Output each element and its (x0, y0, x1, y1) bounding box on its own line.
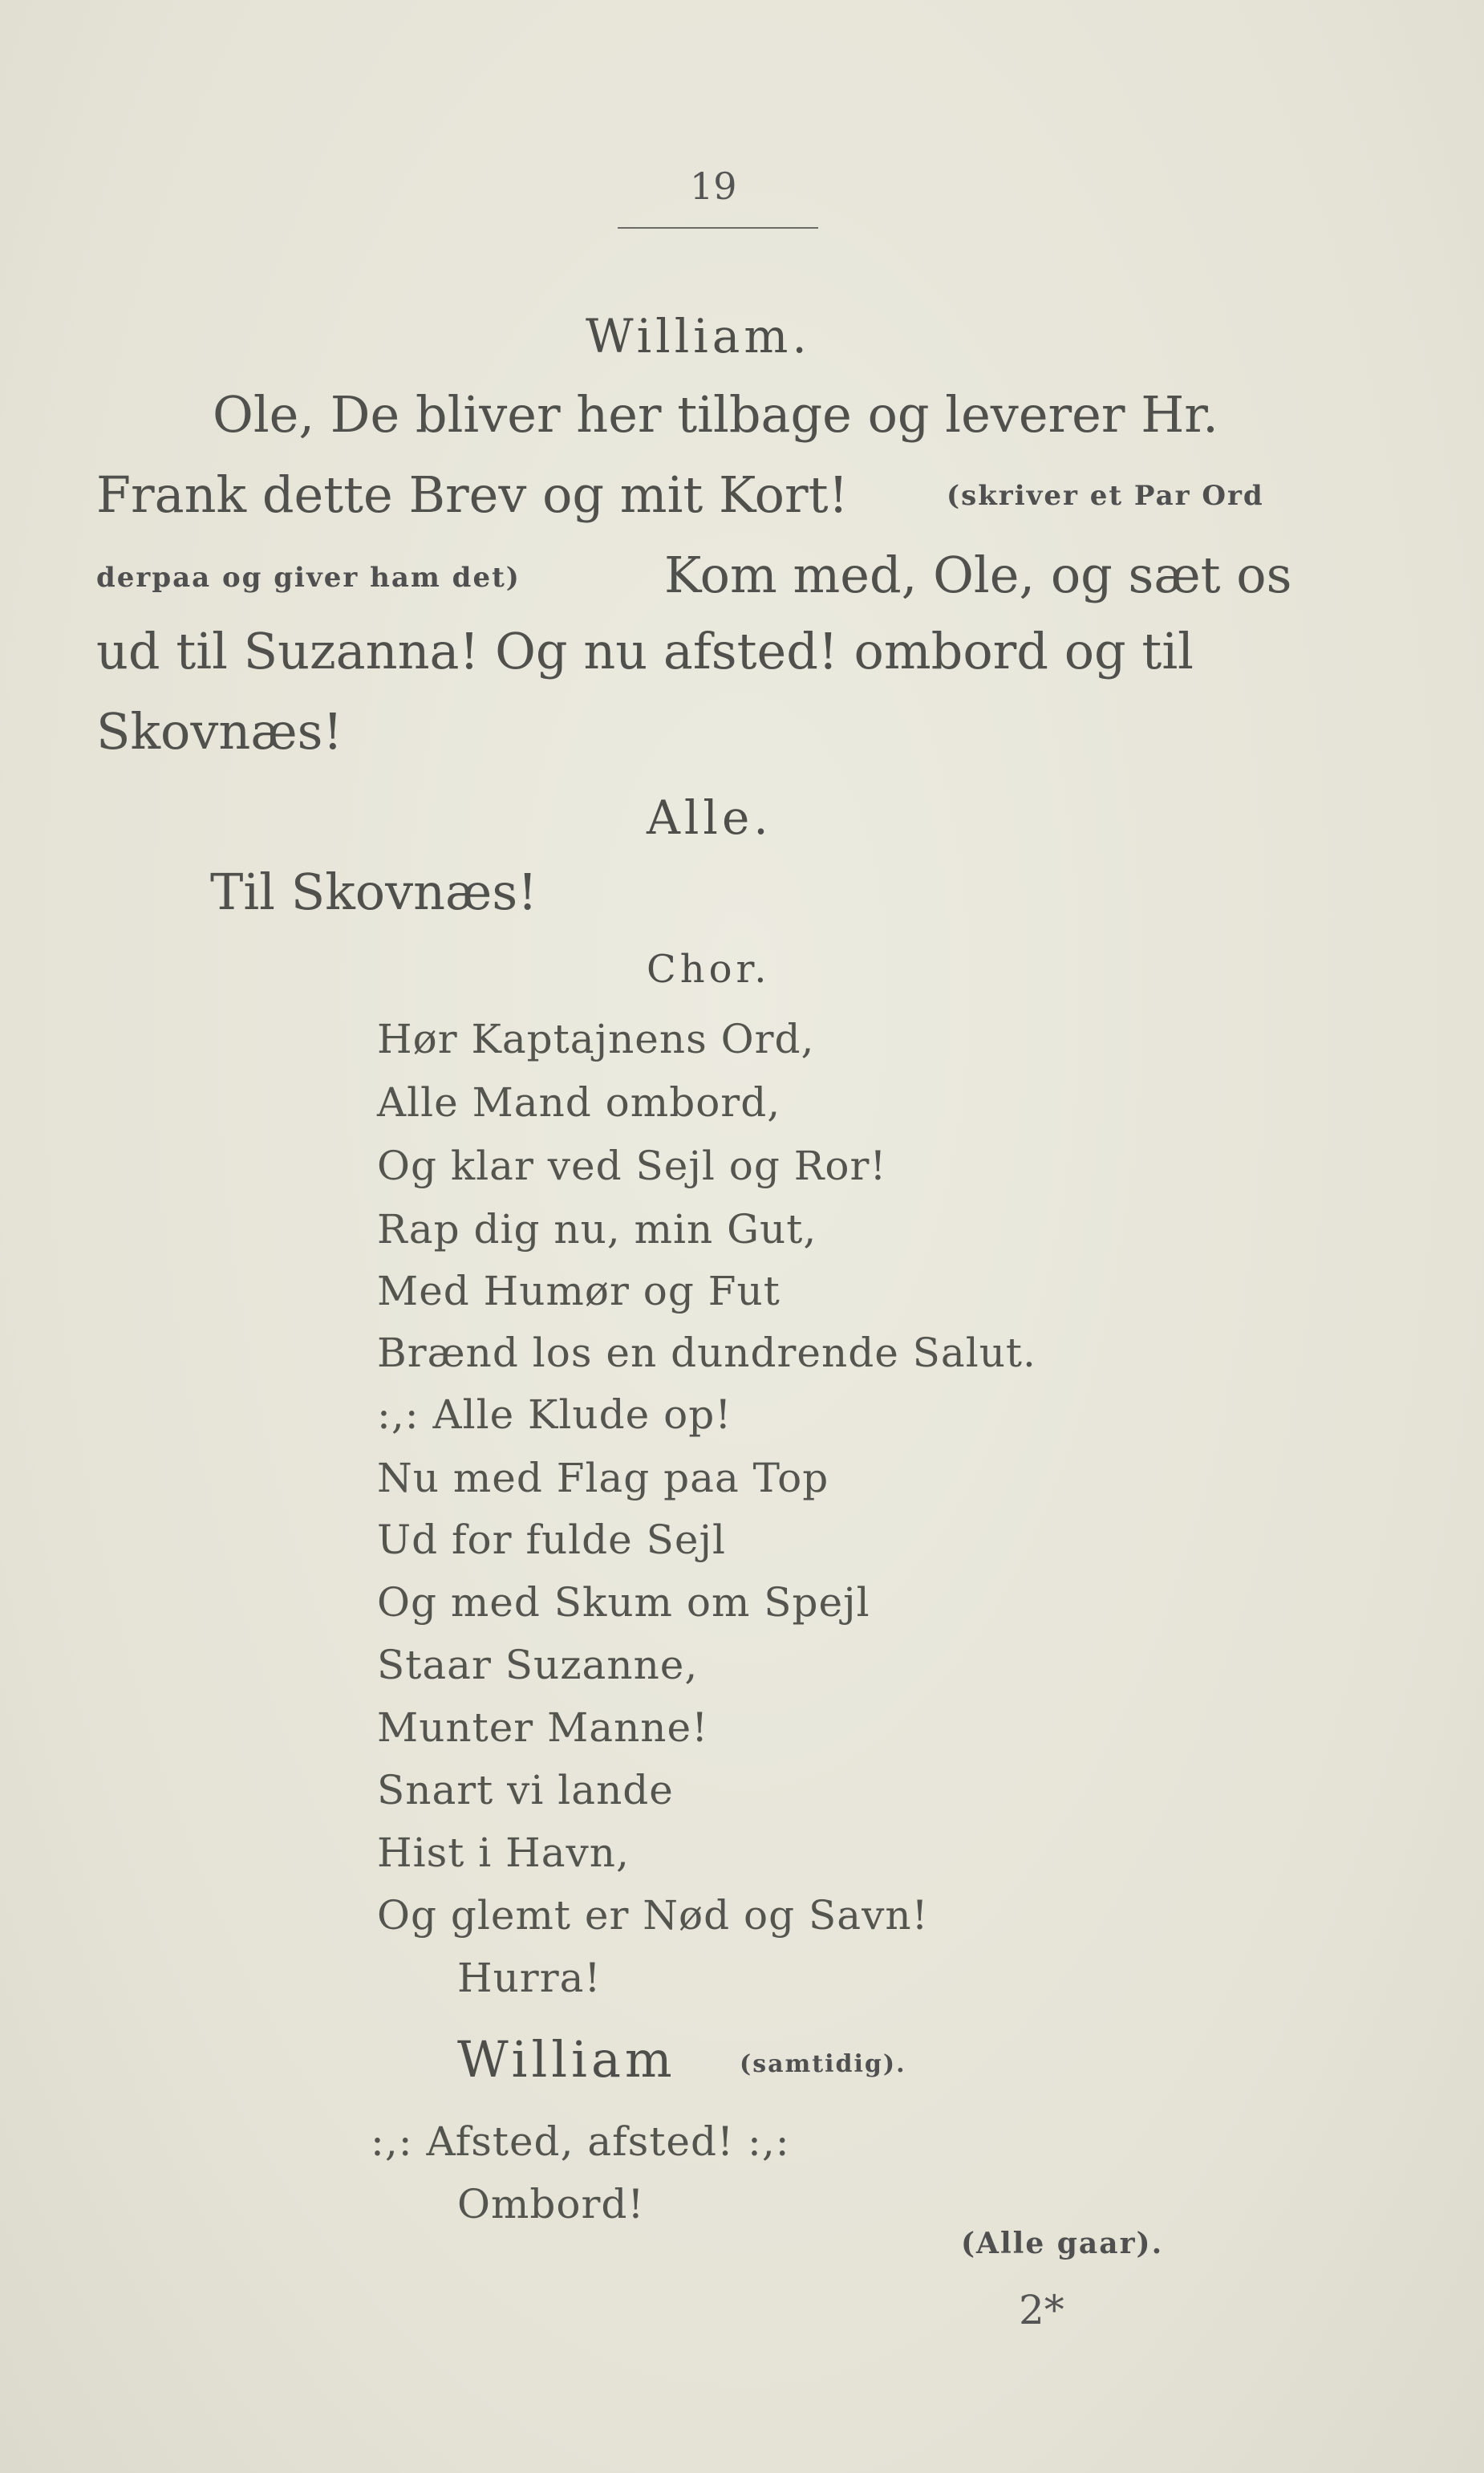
verse-line: Brænd los en dundrende Salut. (377, 1330, 1036, 1376)
prose-line: Skovnæs! (96, 702, 343, 761)
verse-line: Og med Skum om Spejl (377, 1579, 870, 1626)
stage-direction: (skriver et Par Ord (947, 480, 1264, 512)
verse-line: Alle Mand ombord, (377, 1079, 781, 1126)
verse-line: Hist i Havn, (377, 1829, 630, 1876)
speaker-william: William. (586, 309, 811, 363)
verse-line: Med Humør og Fut (377, 1268, 781, 1314)
stage-direction: derpaa og giver ham det) (96, 562, 521, 594)
verse-line: Munter Manne! (377, 1704, 709, 1751)
page-number-rule (618, 227, 818, 229)
speaker-chor: Chor. (647, 947, 771, 992)
verse-line: Hør Kaptajnens Ord, (377, 1016, 815, 1062)
verse-line: Og klar ved Sejl og Ror! (377, 1143, 887, 1189)
speaker-alle: Alle. (647, 790, 772, 845)
prose-line: Ole, De bliver her tilbage og leverer Hr. (213, 385, 1218, 444)
page-number: 19 (690, 164, 737, 208)
verse-line: Nu med Flag paa Top (377, 1455, 829, 1501)
verse-line: Hurra! (457, 1955, 602, 2001)
prose-line: Frank dette Brev og mit Kort! (96, 465, 849, 524)
stage-direction: (samtidig). (740, 2050, 906, 2078)
speaker-william: William (457, 2030, 676, 2089)
prose-line: Kom med, Ole, og sæt os (664, 546, 1292, 604)
prose-line: Til Skovnæs! (210, 863, 538, 921)
verse-line: Snart vi lande (377, 1767, 674, 1813)
prose-line: ud til Suzanna! Og nu afsted! ombord og til (96, 622, 1194, 680)
printer-signature: 2* (1019, 2287, 1064, 2333)
verse-line: :,: Alle Klude op! (377, 1391, 732, 1438)
verse-line: Rap dig nu, min Gut, (377, 1206, 817, 1253)
stage-direction: (Alle gaar). (961, 2227, 1164, 2260)
verse-line: Og glemt er Nød og Savn! (377, 1892, 929, 1939)
verse-line: Staar Suzanne, (377, 1642, 699, 1688)
verse-line: Ud for fulde Sejl (377, 1517, 726, 1563)
verse-line: :,: Afsted, afsted! :,: (371, 2118, 790, 2165)
verse-line: Ombord! (457, 2181, 645, 2227)
